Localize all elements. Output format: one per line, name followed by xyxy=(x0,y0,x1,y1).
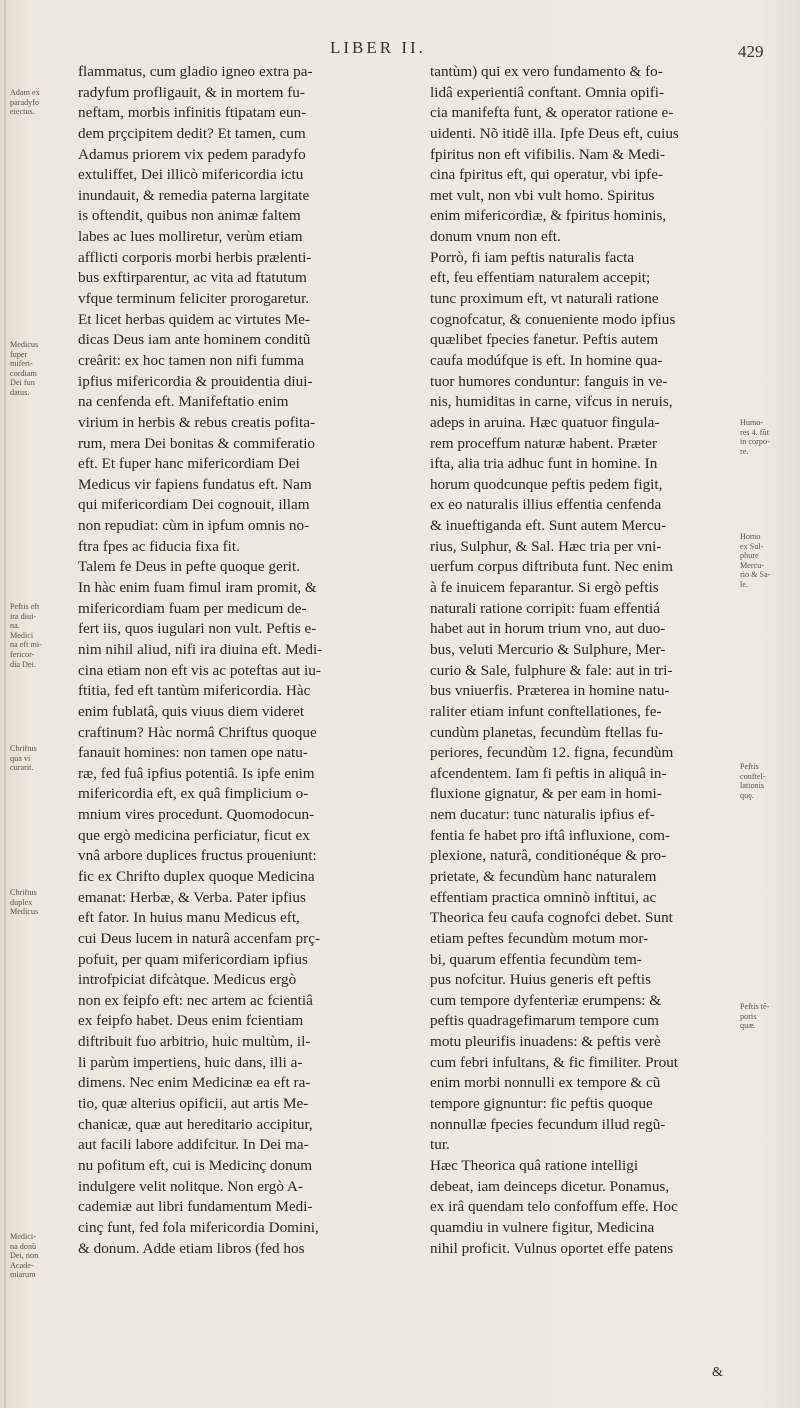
text-line: enim morbi nonnulli ex tempore & cũ xyxy=(430,1074,661,1092)
text-line: labes ac lues molliretur, verùm etiam xyxy=(78,228,303,246)
text-line: bus, veluti Mercurio & Sulphure, Mer- xyxy=(430,640,666,658)
text-line: neftam, morbis infinitis ftipatam eun- xyxy=(78,104,307,122)
margin-note-line: quæ. xyxy=(740,1021,756,1031)
text-line: eft fator. In huius manu Medicus eft, xyxy=(78,909,300,927)
margin-note xyxy=(740,532,770,590)
text-line: In hàc enim fuam fimul iram promit, & xyxy=(78,579,317,597)
text-line: non repudiat: cùm in ipfum omnis no- xyxy=(78,517,310,535)
text-line: diftribuit fuo arbitrio, huic multùm, il- xyxy=(78,1033,311,1051)
text-line: chanicæ, quæ aut hereditario accipitur, xyxy=(78,1115,313,1133)
margin-note xyxy=(10,602,42,669)
text-line: nis, humiditas in carne, vifcus in neruis, xyxy=(430,393,673,411)
text-line: habet aut in horum trium vno, aut duo- xyxy=(430,620,666,638)
text-line: ifta, alia tria adhuc funt in homine. In xyxy=(430,455,658,473)
text-line: peftis quadragefimarum tempore cum xyxy=(430,1012,659,1030)
margin-note-line: quę. xyxy=(740,790,754,800)
text-line: extuliffet, Dei illicò mifericordia ictu xyxy=(78,166,304,184)
margin-note-line: Acade- xyxy=(10,1260,34,1270)
text-line: vnâ arbore duplices fructus proueniunt: xyxy=(78,847,317,865)
margin-note-line: dia Dei. xyxy=(10,659,36,669)
margin-note-line: ira diui- xyxy=(10,611,37,621)
text-line: tempore gignuntur: fic peftis quoque xyxy=(430,1095,653,1113)
text-line: cui Deus lucem in naturâ accenfam prç- xyxy=(78,929,321,947)
margin-note-line: rio & Sa- xyxy=(740,570,771,580)
text-line: enim mifericordiæ, & fpiritus hominis, xyxy=(430,207,667,225)
text-line: aut facili labore addifcitur. In Dei ma- xyxy=(78,1136,309,1154)
margin-note-line: in corpo- xyxy=(740,437,770,447)
text-line: plexione, naturâ, conditionéque & pro- xyxy=(430,847,667,865)
text-line: quamdiu in vulnere figitur, Medicina xyxy=(430,1218,655,1236)
margin-note-line: Peftis xyxy=(740,762,759,771)
margin-note xyxy=(10,888,38,917)
text-line: nu pofitum eft, cui is Medicinç donum xyxy=(78,1156,313,1174)
text-line: cinç funt, fed fola mifericordia Domini, xyxy=(78,1218,319,1236)
text-line: nim nihil aliud, nifi ira diuina eft. Medi- xyxy=(78,640,323,658)
text-line: dimens. Nec enim Medicinæ ea eft ra- xyxy=(78,1074,311,1092)
text-line: introfpiciat difcàtque. Medicus ergò xyxy=(78,971,297,989)
text-line: fpiritus non eft vifibilis. Nam & Medi- xyxy=(430,145,665,163)
text-line: met vult, non vbi vult homo. Spiritus xyxy=(430,186,655,204)
text-line: Hæc Theorica quâ ratione intelligi xyxy=(430,1156,639,1174)
text-line: creârit: ex hoc tamen non nifi fumma xyxy=(78,351,305,369)
text-line: bi, quarum effentia fecundùm tem- xyxy=(430,950,642,968)
text-line: Medicus vir fapiens fundatus eft. Nam xyxy=(78,475,312,493)
text-line: caufa modúfque is eft. In homine qua- xyxy=(430,351,663,369)
page-number: 429 xyxy=(738,42,764,61)
margin-note-line: datus. xyxy=(10,387,30,397)
margin-note-line: Humo- xyxy=(740,418,764,427)
margin-note-line: na donũ xyxy=(10,1241,37,1251)
margin-note xyxy=(10,88,40,117)
text-line: debeat, iam deinceps dicetur. Ponamus, xyxy=(430,1177,670,1195)
margin-note-line: na eft mi- xyxy=(10,640,42,650)
text-line: dem prçcipitem dedit? Et tamen, cum xyxy=(78,124,306,142)
text-line: fert iis, quos iugulari non vult. Peftis e- xyxy=(78,620,317,638)
text-line: afflicti corporis morbi herbis prælenti- xyxy=(78,248,312,266)
text-line: ex irâ quendam telo confoffum effe. Hoc xyxy=(430,1198,678,1216)
text-line: cognofcatur, & conueniente modo ipfius xyxy=(430,310,676,328)
text-line: ftitia, fed eft tantùm mifericordia. Hàc xyxy=(78,682,311,700)
margin-note-line: cordiam xyxy=(10,368,37,378)
text-line: lidâ experientiâ conftant. Omnia opifi- xyxy=(430,83,665,101)
text-line: afcendentem. Iam fi peftis in aliquâ in- xyxy=(430,764,667,782)
text-line: na cenfenda eft. Manifeftatio enim xyxy=(78,393,289,411)
text-line: ftra fpes ac fiducia fixa fit. xyxy=(78,537,240,555)
text-line: Porrò, fi iam peftis naturalis facta xyxy=(430,248,635,266)
text-line: mifericordia eft, ex quâ fimplicium o- xyxy=(78,785,309,803)
text-line: effentiam practica omninò inftitui, ac xyxy=(430,888,657,906)
text-line: tio, quæ alterius opificii, aut artis Me- xyxy=(78,1095,309,1113)
margin-note-line: Peftis eft xyxy=(10,602,40,611)
text-line: emanat: Herbæ, & Verba. Pater ipfius xyxy=(78,888,306,906)
text-line: tantùm) qui ex vero fundamento & fo- xyxy=(430,63,663,80)
margin-note-line: qua vi xyxy=(10,753,31,763)
text-line: vfque terminum feliciter prorogaretur. xyxy=(78,290,310,308)
text-line: etiam peftes fecundùm motum mor- xyxy=(430,929,649,947)
text-line: rius, Sulphur, & Sal. Hæc tria per vni- xyxy=(430,537,662,555)
margin-note-line: Medici xyxy=(10,630,34,640)
text-line: indulgere velit nolitque. Non ergò A- xyxy=(78,1177,303,1195)
margin-note-line: Medicus xyxy=(10,907,39,917)
margin-note-line: ex Sul- xyxy=(740,541,764,551)
text-line: nihil proficit. Vulnus oportet effe patens xyxy=(430,1239,674,1257)
text-line: tuor humores conduntur: fanguis in ve- xyxy=(430,372,668,390)
margin-note xyxy=(10,744,37,773)
text-line: pus nofcitur. Huius generis eft peftis xyxy=(430,971,652,989)
margin-note-line: miferi- xyxy=(10,359,33,369)
text-line: adeps in aruina. Hæc quatuor fingula- xyxy=(430,413,660,431)
margin-note-line: Medici- xyxy=(10,1232,36,1241)
text-line: enim fublatâ, quis viuus diem videret xyxy=(78,702,305,720)
text-line: eft, feu effentiam naturalem accepit; xyxy=(430,269,651,287)
margin-note-line: fuper xyxy=(10,349,28,359)
text-line: qui mifericordiam Dei cognouit, illam xyxy=(78,496,310,514)
margin-note-line: fericor- xyxy=(10,649,35,659)
margin-note xyxy=(740,762,765,800)
margin-note-line: Chriftus xyxy=(10,744,37,753)
margin-note-line: Homo xyxy=(740,532,761,541)
margin-note-line: Medicus xyxy=(10,340,39,349)
text-line: tur. xyxy=(430,1136,450,1154)
margin-note-line: lationis xyxy=(740,781,765,791)
right-text-column xyxy=(430,62,732,1259)
text-line: pofuit, per quam mifericordiam ipfius xyxy=(78,950,308,968)
margin-note-line: curarit. xyxy=(10,763,34,773)
margin-note-line: Mercu- xyxy=(740,560,765,570)
text-line: is oftendit, quibus non animæ faltem xyxy=(78,207,301,225)
margin-note-line: Dei, non xyxy=(10,1251,39,1261)
text-line: non ex feipfo eft: nec artem ac fcientiâ xyxy=(78,991,313,1009)
text-line: mifericordiam fuam per medicum de- xyxy=(78,599,307,617)
text-line: cum tempore dyfenteriæ erumpens: & xyxy=(430,991,662,1009)
text-line: li parùm impertiens, huic dans, illi a- xyxy=(78,1053,303,1071)
text-line: tunc proximum eft, vt naturali ratione xyxy=(430,290,659,308)
left-text-column xyxy=(78,62,400,1259)
running-title: LIBER II. xyxy=(330,38,426,57)
margin-note-line: eiectus. xyxy=(10,107,35,117)
text-line: horum quodcunque peftis pedem figit, xyxy=(430,475,663,493)
text-line: nonnullæ fpecies fecundum illud regũ- xyxy=(430,1115,666,1133)
text-line: ipfius mifericordia & prouidentia diui- xyxy=(78,372,313,390)
text-line: cina fpiritus eft, qui operatur, vbi ipfe- xyxy=(430,166,664,184)
text-line: dicas Deus iam ante hominem conditũ xyxy=(78,331,311,349)
text-line: cum febri infultans, & fic fimiliter. Prout xyxy=(430,1053,679,1071)
margin-note-line: duplex xyxy=(10,897,33,907)
text-line: Theorica feu caufa cognofci debet. Sunt xyxy=(430,909,673,927)
text-line: flammatus, cum gladio igneo extra pa- xyxy=(78,63,313,80)
text-line: curio & Sale, fulphure & fale: aut in tri- xyxy=(430,661,673,679)
margin-note-line: na. xyxy=(10,621,20,631)
margin-note xyxy=(10,1232,38,1280)
margin-note-line: conftel- xyxy=(740,771,766,781)
text-line: fic ex Chrifto duplex quoque Medicina xyxy=(78,867,315,885)
margin-note xyxy=(10,340,38,398)
text-line: fluxione gignatur, & per eam in homi- xyxy=(430,785,662,803)
text-line: rum, mera Dei bonitas & commiferatio xyxy=(78,434,316,452)
text-line: cundùm planetas, fecundùm ftellas fu- xyxy=(430,723,664,741)
text-line: & donum. Adde etiam libros (fed hos xyxy=(78,1239,305,1257)
margin-note-line: poris xyxy=(740,1011,757,1021)
text-line: cademiæ aut libri fundamentum Medi- xyxy=(78,1198,313,1216)
margin-note-line: paradyfo xyxy=(10,97,40,107)
text-line: à fe inuicem feparantur. Si ergò peftis xyxy=(430,579,659,597)
text-line: Adamus priorem vix pedem paradyfo xyxy=(78,145,306,163)
text-line: cina etiam non eft vis ac poteftas aut iu- xyxy=(78,661,321,679)
text-line: raliter etiam infunt conftellationes, fe- xyxy=(430,702,662,720)
margin-note-line: Peftis tẽ- xyxy=(740,1002,770,1011)
margin-note xyxy=(740,1002,769,1031)
text-line: bus exftirparentur, ac vita ad ftatutum xyxy=(78,269,307,287)
text-line: craftinum? Hàc normâ Chriftus quoque xyxy=(78,723,317,741)
margin-note-line: miarum xyxy=(10,1270,36,1280)
text-line: virium in herbis & rebus creatis pofita- xyxy=(78,413,316,431)
margin-note-line: phure xyxy=(740,551,759,561)
text-line: eft. Et fuper hanc mifericordiam Dei xyxy=(78,455,300,473)
text-line: ex eo naturalis illius effentia cenfenda xyxy=(430,496,662,514)
text-line: nem ducatur: tunc naturalis ipfius ef- xyxy=(430,806,655,824)
text-line: ex feipfo habet. Deus enim fcientiam xyxy=(78,1012,304,1030)
catchword: & xyxy=(712,1365,723,1380)
margin-note xyxy=(740,418,770,456)
text-line: cia manifefta funt, & operator ratione e- xyxy=(430,104,674,122)
text-line: & inueftiganda eft. Sunt autem Mercu- xyxy=(430,517,667,535)
text-line: bus vniuerfis. Præterea in homine natu- xyxy=(430,682,670,700)
text-line: naturali ratione corripit: fuam effentiá xyxy=(430,599,660,617)
text-line: donum vnum non eft. xyxy=(430,228,561,246)
margin-note-line: le. xyxy=(740,579,748,589)
text-line: rem proceffum naturæ habent. Præter xyxy=(430,434,658,452)
margin-note-line: Chriftus xyxy=(10,888,37,897)
text-line: radyfum profligauit, & in mortem fu- xyxy=(78,83,305,101)
text-line: mnium vires procedunt. Quomodocun- xyxy=(78,806,315,824)
text-line: fanauit homines: non tamen ope natu- xyxy=(78,744,308,762)
margin-note-line: Adam ex xyxy=(10,88,40,97)
text-line: uerfum corpus diftributa funt. Nec enim xyxy=(430,558,673,576)
text-line: ræ, fed fuâ ipfius potentiâ. Is ipfe enim xyxy=(78,764,315,782)
text-line: Talem fe Deus in pefte quoque gerit. xyxy=(78,558,301,576)
text-line: fentia fe habet pro iftâ influxione, com- xyxy=(430,826,670,844)
text-line: prietate, & fecundùm hanc naturalem xyxy=(430,867,657,885)
text-line: motu pleurifis inuadens: & peftis verè xyxy=(430,1033,661,1051)
margin-note-line: Dei fun xyxy=(10,378,35,388)
text-line: inundauit, & remedia paterna largitate xyxy=(78,186,310,204)
margin-note-line: res 4. fũt xyxy=(740,427,769,437)
text-line: Et licet herbas quidem ac virtutes Me- xyxy=(78,310,310,328)
text-line: uidenti. Nõ itidẽ illa. Ipfe Deus eft, cuius xyxy=(430,124,679,142)
text-line: periores, fecundùm 12. figna, fecundùm xyxy=(430,744,674,762)
margin-note-line: re. xyxy=(740,446,749,456)
text-line: que ergò medicina perficiatur, ficut ex xyxy=(78,826,310,844)
text-line: quælibet fpecies fanetur. Peftis autem xyxy=(430,331,659,349)
binding-gutter xyxy=(4,0,6,1408)
